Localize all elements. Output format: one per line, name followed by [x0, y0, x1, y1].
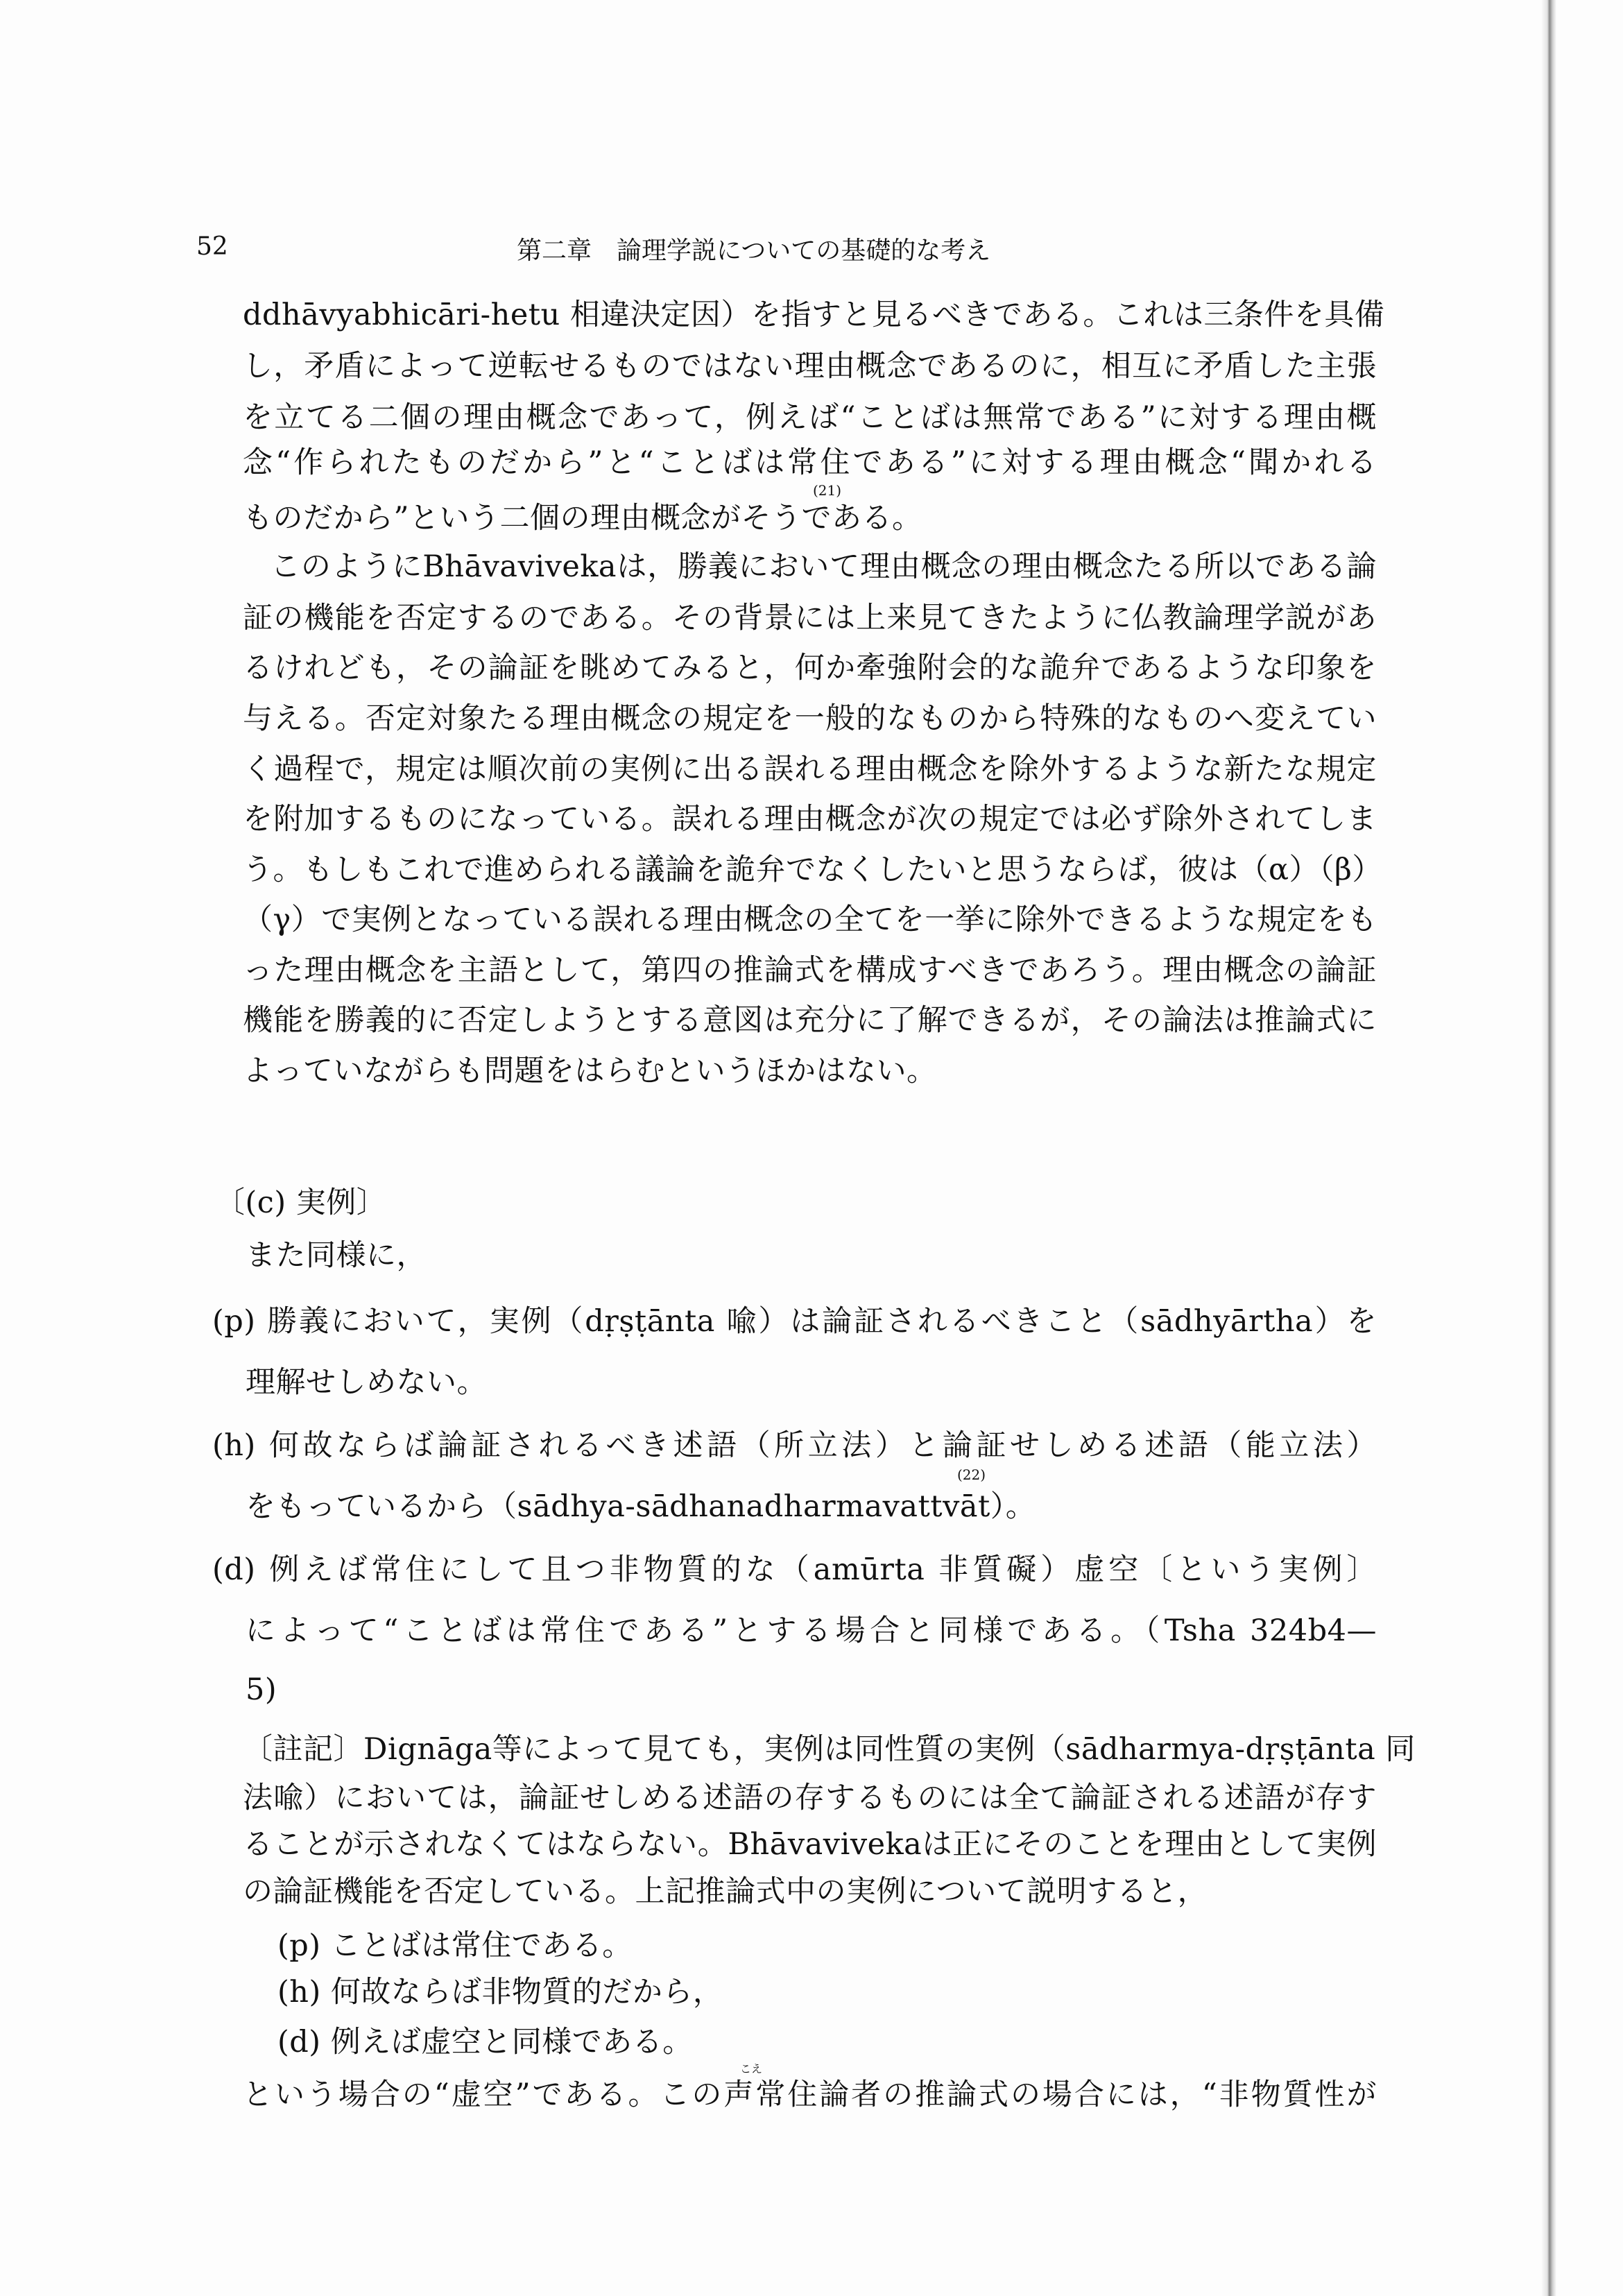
reason-h: (h) 何故ならば論証されるべき述語（所立法）と論証せしめる述語（能立法） [212, 1428, 1377, 1463]
furigana: こえ [740, 2062, 763, 2075]
text-line: う。もしもこれで進められる議論を詭弁でなくしたいと思うならば，彼は（α）（β） [243, 853, 1382, 887]
proposition-p: (p) 勝義において，実例（dṛṣṭānta 喩）は論証されるべきこと（sādhyārtha）を [212, 1304, 1377, 1339]
text-line: （γ）で実例となっている誤れる理由概念の全てを一挙に除外できるような規定をも [243, 902, 1377, 937]
syllogism-h: (h) 何故ならば非物質的だから， [277, 1975, 723, 2010]
text-line: よっていながらも問題をはらむというほかはない。 [243, 1054, 937, 1088]
text-line: 与える。否定対象たる理由概念の規定を一般的なものから特殊的なものへ変えてい [243, 701, 1377, 736]
running-title: 第二章 論理学説についての基礎的な考え [517, 237, 991, 265]
scan-page-edge [1541, 0, 1556, 2296]
text-line: を附加するものになっている。誤れる理由概念が次の規定では必ず除外されてしま [243, 802, 1377, 837]
text-line: をもっているから（sādhya-sādhanadharmavattvāt）。 [246, 1489, 1036, 1524]
text-line: の論証機能を否定している。上記推論式中の実例について説明すると， [243, 1874, 1208, 1909]
text-line: 5) [246, 1672, 277, 1707]
text-line: を立てる二個の理由概念であって，例えば“ことばは無常である”に対する理由概 [243, 400, 1377, 435]
text-line: った理由概念を主語として，第四の推論式を構成すべきであろう。理由概念の論証 [243, 953, 1377, 988]
syllogism-p: (p) ことばは常住である。 [277, 1928, 633, 1963]
footnote-marker-22: (22) [957, 1466, 986, 1483]
text-line: 証の機能を否定するのである。その背景には上来見てきたように仏教論理学説があ [243, 601, 1377, 635]
text-line: ものだから”という二個の理由概念がそうである。 [243, 501, 922, 536]
text-line: 〔註記〕Dignāga等によって見ても，実例は同性質の実例（sādharmya-dṛṣṭānta 同 [243, 1732, 1416, 1767]
text-line: 法喩）においては，論証せしめる述語の存するものには全て論証される述語が存す [243, 1781, 1377, 1815]
footnote-marker-21: (21) [813, 482, 842, 499]
text-line: また同様に， [246, 1238, 427, 1273]
text-line: 機能を勝義的に否定しようとする意図は充分に了解できるが，その論法は推論式に [243, 1003, 1377, 1038]
page-number: 52 [196, 232, 228, 261]
text-line: く過程で，規定は順次前の実例に出る誤れる理由概念を除外するような新たな規定 [243, 752, 1377, 787]
example-d: (d) 例えば常住にして且つ非物質的な（amūrta 非質礙）虚空〔という実例〕 [212, 1552, 1377, 1587]
text-line: し，矛盾によって逆転せるものではない理由概念であるのに，相互に矛盾した主張 [243, 349, 1377, 384]
text-line: 理解せしめない。 [246, 1365, 487, 1400]
section-heading: 〔(c) 実例〕 [215, 1185, 387, 1220]
text-line: るけれども，その論証を眺めてみると，何か牽強附会的な詭弁であるような印象を [243, 651, 1377, 685]
syllogism-d: (d) 例えば虚空と同様である。 [277, 2025, 693, 2059]
text-line: という場合の“虚空”である。この声常住論者の推論式の場合には，“非物質性が [243, 2077, 1377, 2112]
text-line: ddhāvyabhicāri-hetu 相違決定因）を指すと見るべきである。これは三条件を具備 [243, 298, 1385, 332]
text-line: によって“ことばは常住である”とする場合と同様である。（Tsha 324b4— [246, 1613, 1377, 1648]
text-line: このようにBhāvavivekaは，勝義において理由概念の理由概念たる所以である論 [270, 549, 1377, 584]
text-line: 念“作られたものだから”と“ことばは常住である”に対する理由概念“聞かれる [243, 445, 1377, 480]
text-line: ることが示されなくてはならない。Bhāvavivekaは正にそのことを理由として実例 [243, 1827, 1377, 1862]
